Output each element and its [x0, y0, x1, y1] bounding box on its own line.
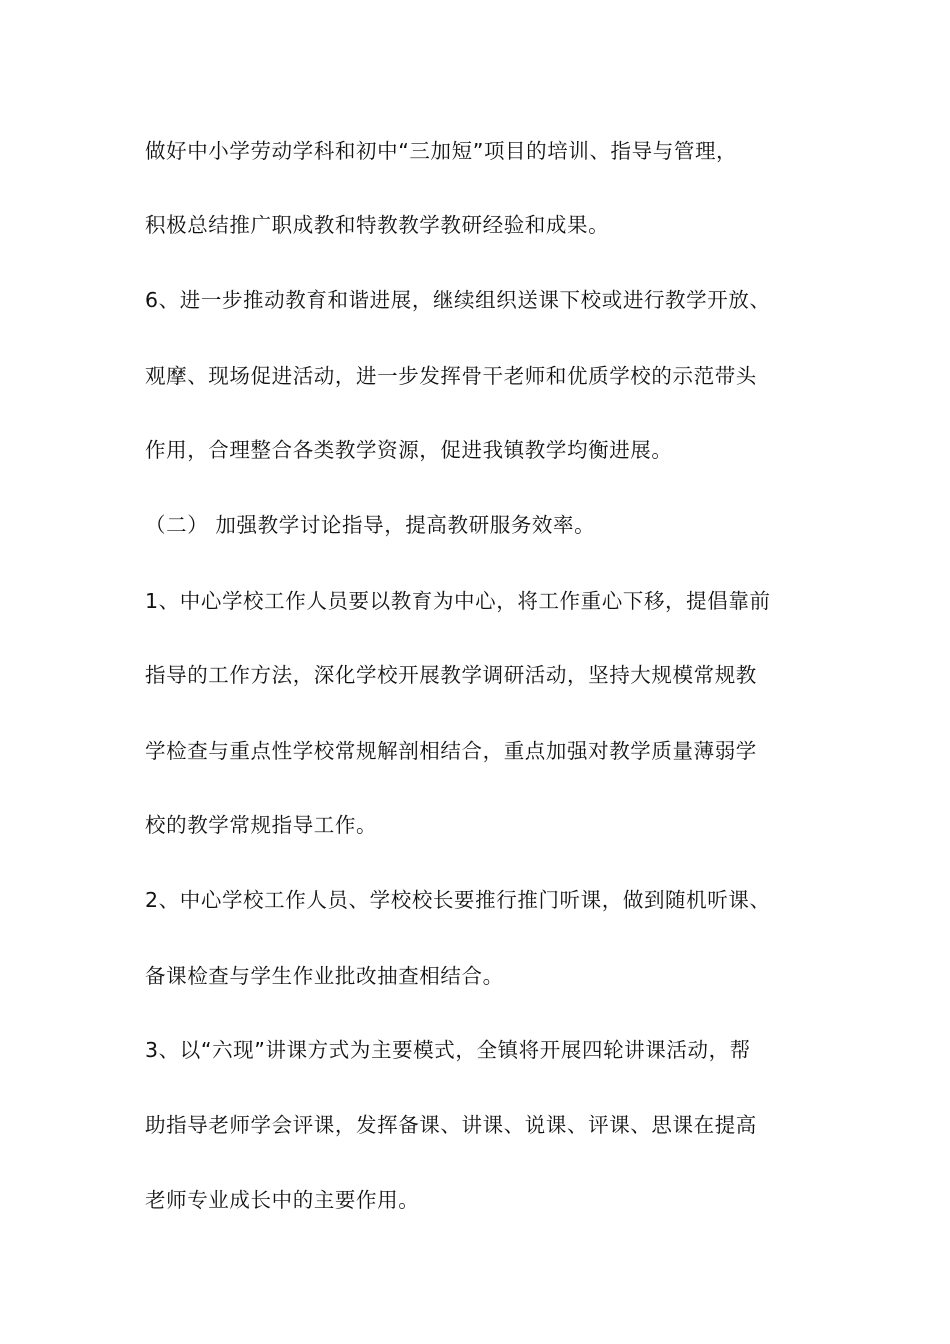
section-heading: （二） 加强教学讨论指导，提高教研服务效率。 — [145, 513, 596, 537]
text-line: 积极总结推广职成教和特教教学教研经验和成果。 — [145, 213, 610, 237]
text-line: 3、以“六现”讲课方式为主要模式，全镇将开展四轮讲课活动，帮 — [145, 1038, 751, 1062]
text-line: 1、中心学校工作人员要以教育为中心，将工作重心下移，提倡靠前 — [145, 589, 771, 613]
text-line: 2、中心学校工作人员、学校校长要推行推门听课，做到随机听课、 — [145, 888, 771, 912]
text-line: 观摩、现场促进活动，进一步发挥骨干老师和优质学校的示范带头 — [145, 364, 757, 388]
text-line: 作用，合理整合各类教学资源，促进我镇教学均衡进展。 — [145, 438, 673, 462]
text-line: 指导的工作方法，深化学校开展教学调研活动，坚持大规模常规教 — [145, 663, 757, 687]
text-line: 做好中小学劳动学科和初中“三加短”项目的培训、指导与管理， — [145, 139, 738, 163]
text-line: 校的教学常规指导工作。 — [145, 813, 378, 837]
text-line: 备课检查与学生作业批改抽查相结合。 — [145, 964, 504, 988]
text-line: 助指导老师学会评课，发挥备课、讲课、说课、评课、思课在提高 — [145, 1113, 757, 1137]
text-line: 6、进一步推动教育和谐进展，继续组织送课下校或进行教学开放、 — [145, 288, 771, 312]
text-line: 老师专业成长中的主要作用。 — [145, 1188, 420, 1212]
text-line: 学检查与重点性学校常规解剖相结合，重点加强对教学质量薄弱学 — [145, 739, 757, 763]
